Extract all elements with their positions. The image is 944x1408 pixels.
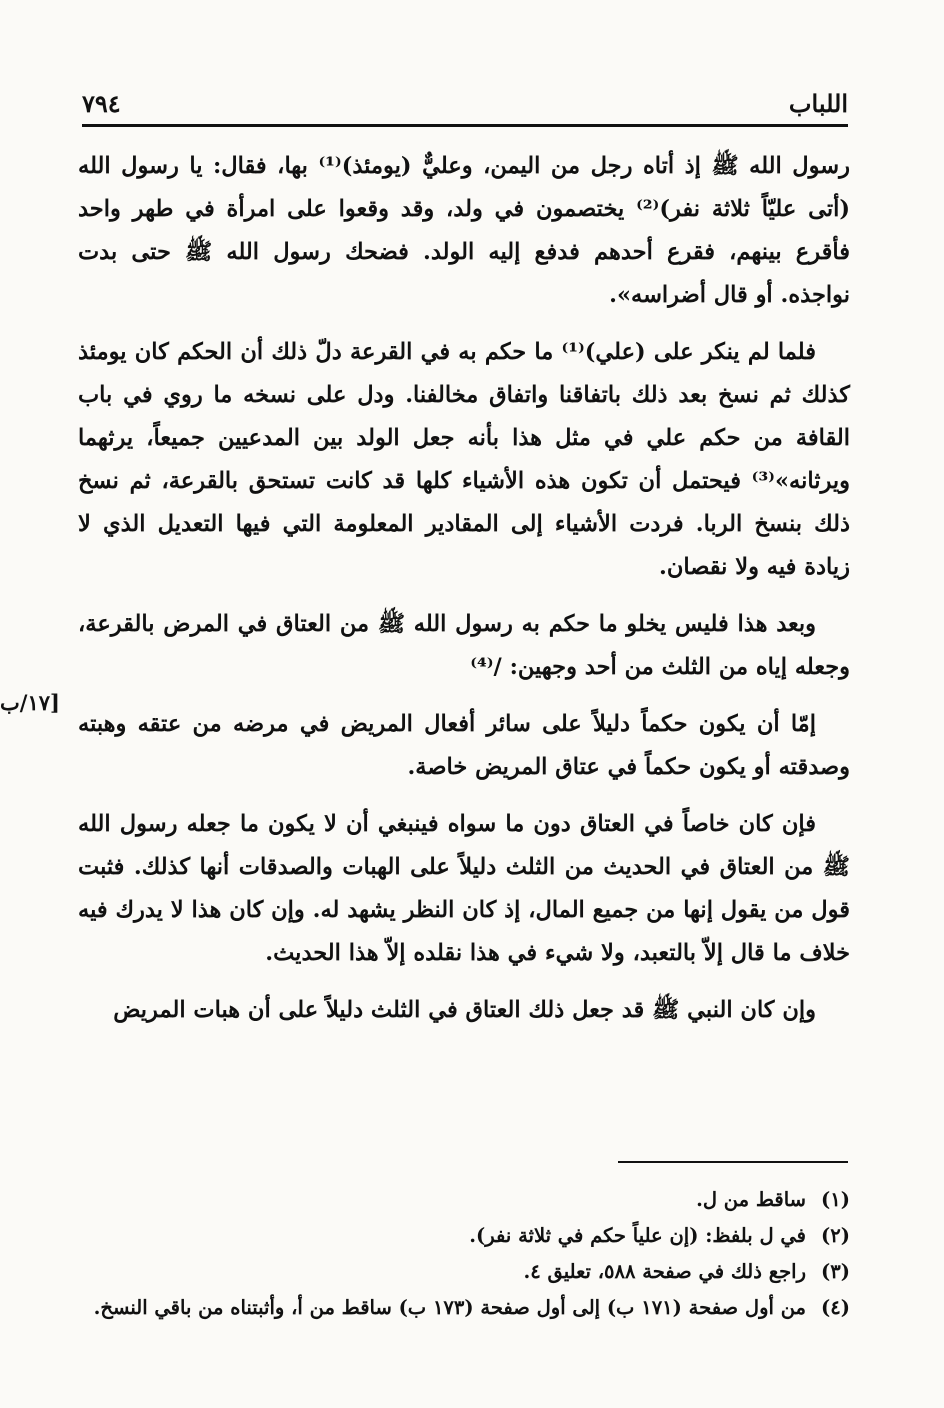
footnote-text: في ل بلفظ: (إن علياً حكم في ثلاثة نفر). <box>469 1224 806 1247</box>
footnote <box>60 1182 850 1218</box>
paragraph: وإن كان النبي ﷺ قد جعل ذلك العتاق في الثلث دليلاً على أن هبات المريض <box>113 997 816 1023</box>
paragraph: فإن كان خاصاً في العتاق دون ما سواه فينبغي أن لا يكون ما جعله رسول الله ﷺ من العتاق في الحديث من الثلث دليلاً على الهبات والصدقات أنها كذلك. فثبت قول من يقول إنها من جميع المال، إذ كان النظر يشهد له. وإن كان هذا لا يدرك فيه خلاف ما قال إلاّ بالتعبد، ولا شيء في هذا نقلده إلاّ هذا الحديث. <box>78 811 850 966</box>
footnote-number: (١) <box>821 1188 850 1211</box>
footnotes <box>60 1182 850 1326</box>
footnote-text: ساقط من ل. <box>696 1188 806 1211</box>
footnote-divider <box>618 1161 848 1163</box>
footnote <box>60 1290 850 1326</box>
footnote-number: (٣) <box>821 1260 850 1283</box>
main-text <box>78 145 850 1046</box>
footnote <box>60 1254 850 1290</box>
paragraph: إمّا أن يكون حكماً دليلاً على سائر أفعال المريض في مرضه من عتقه وهبته وصدقته أو يكون حكماً في عتاق المريض خاصة. <box>78 711 850 780</box>
margin-folio-note: ١٧/ب] <box>0 690 60 715</box>
paragraph: فلما لم ينكر على (علي)⁽¹⁾ ما حكم به في القرعة دلّ ذلك أن الحكم كان يومئذ كذلك ثم نسخ بعد ذلك باتفاقنا واتفاق مخالفنا. ودل على نسخه ما روي في باب القافة من حكم علي في مثل هذا بأنه جعل الولد بين المدعيين جميعاً، يرثهما ويرثانه»⁽³⁾ فيحتمل أن تكون هذه الأشياء كلها قد كانت تستحق بالقرعة، ثم نسخ ذلك بنسخ الربا. فردت الأشياء إلى المقادير المعلومة التي فيها التعديل الذي لا زيادة فيه ولا نقصان. <box>78 339 850 580</box>
footnote <box>60 1218 850 1254</box>
paragraph: وبعد هذا فليس يخلو ما حكم به رسول الله ﷺ من العتاق في المرض بالقرعة، وجعله إياه من الثلث من أحد وجهين: /⁽⁴⁾ <box>78 611 850 680</box>
page-header <box>82 80 848 127</box>
footnote-number: (٤) <box>821 1296 850 1319</box>
running-title: اللباب <box>788 89 848 118</box>
page-number: ٧٩٤ <box>82 89 121 118</box>
footnote-text: من أول صفحة (١٧١ ب) إلى أول صفحة (١٧٣ ب) ساقط من أ، وأثبتناه من باقي النسخ. <box>93 1296 806 1319</box>
footnote-number: (٢) <box>821 1224 850 1247</box>
paragraph: رسول الله ﷺ إذ أتاه رجل من اليمن، وعليٌّ (يومئذ)⁽¹⁾ بها، فقال: يا رسول الله (أتى عليّاً ثلاثة نفر)⁽²⁾ يختصمون في ولد، وقد وقعوا على امرأة في طهر واحد فأقرع بينهم، فقرع أحدهم فدفع إليه الولد. فضحك رسول الله ﷺ حتى بدت نواجذه. أو قال أضراسه». <box>78 153 850 308</box>
footnote-text: راجع ذلك في صفحة ٥٨٨، تعليق ٤. <box>523 1260 806 1283</box>
